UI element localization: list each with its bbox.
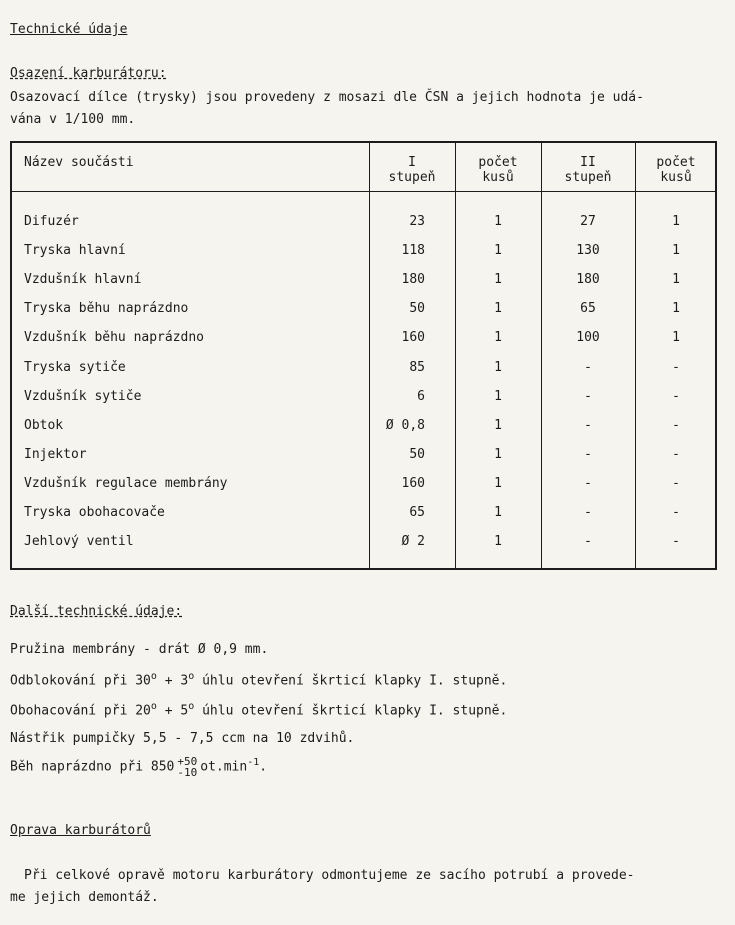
spec-line-2: Odblokování při $30^o + 3^o$ úhlu otevření škrticí klapky I. stupně. xyxy=(10,671,508,689)
row-count2-value: 1 xyxy=(672,214,680,229)
section-title-dalsi: Další technické údaje: xyxy=(10,604,183,619)
row-count1-value: 1 xyxy=(494,214,502,229)
row-stage1-value: Ø 0,8 xyxy=(385,417,425,433)
row-count2-value: - xyxy=(672,534,680,550)
row-count1-value: 1 xyxy=(494,243,502,259)
row-stage1-value: 160 xyxy=(401,330,425,346)
row-stage1-value: 65 xyxy=(409,505,425,520)
row-count1-value: 1 xyxy=(494,330,502,346)
row-stage2-value: - xyxy=(584,388,592,404)
row-stage2-value: - xyxy=(584,475,592,491)
spec-line-1: Pružina membrány - drát Ø 0,9 mm. xyxy=(10,642,269,657)
row-count2-value: - xyxy=(672,446,680,462)
row-stage2-value: - xyxy=(584,359,592,375)
row-count1-value: 1 xyxy=(494,475,502,491)
row-stage1-value: Ø 2 xyxy=(401,534,425,550)
row-stage2-value: - xyxy=(584,505,592,520)
row-stage1-value: 50 xyxy=(409,446,425,462)
jets-table xyxy=(10,141,717,570)
paragraph-line-2: vána v 1/100 mm. xyxy=(10,112,136,127)
row-count2-value: 1 xyxy=(672,243,680,259)
row-count1-value: 1 xyxy=(494,388,502,404)
row-name: Tryska sytiče xyxy=(24,359,126,375)
row-stage2-value: 130 xyxy=(576,243,600,259)
row-name: Vzdušník běhu naprázdno xyxy=(24,330,205,346)
row-name: Tryska obohacovače xyxy=(24,505,165,520)
row-name: Tryska hlavní xyxy=(24,243,126,259)
row-count2-value: 1 xyxy=(672,272,680,288)
row-stage1-value: 160 xyxy=(401,475,425,491)
spec-line-4: Nástřik pumpičky 5,5 - 7,5 ccm na 10 zdvihů. xyxy=(10,731,355,746)
paragraph-line-1: Osazovací dílce (trysky) jsou provedeny z mosazi dle ČSN a jejich hodnota je udá- xyxy=(10,90,644,105)
header-stage1: I stupeň xyxy=(388,155,436,185)
row-name: Tryska běhu naprázdno xyxy=(24,301,189,317)
row-stage2-value: 65 xyxy=(580,301,596,317)
row-count2-value: - xyxy=(672,475,680,491)
header-stage2: II stupeň xyxy=(564,155,612,185)
row-count2-value: - xyxy=(672,505,680,520)
row-name: Difuzér xyxy=(24,214,79,229)
row-count1-value: 1 xyxy=(494,505,502,520)
row-stage1-value: 50 xyxy=(409,301,425,317)
row-stage1-value: 118 xyxy=(401,243,425,259)
row-count1-value: 1 xyxy=(494,272,502,288)
row-count1-value: 1 xyxy=(494,417,502,433)
row-stage1-value: 23 xyxy=(409,214,425,229)
row-count1-value: 1 xyxy=(494,446,502,462)
row-count2-value: - xyxy=(672,359,680,375)
repair-line-2: me jejich demontáž. xyxy=(10,890,159,905)
row-stage2-value: 180 xyxy=(576,272,600,288)
row-name: Vzdušník hlavní xyxy=(24,272,142,288)
row-count1-value: 1 xyxy=(494,359,502,375)
row-name: Vzdušník regulace membrány xyxy=(24,475,228,491)
row-count1-value: 1 xyxy=(494,301,502,317)
page-heading: Technické údaje xyxy=(10,22,128,37)
section-title-osazeni: Osazení karburátoru: xyxy=(10,66,167,81)
row-stage1-value: 6 xyxy=(417,388,425,404)
row-stage2-value: 100 xyxy=(576,330,600,346)
row-name: Jehlový ventil xyxy=(24,534,134,550)
row-count2-value: 1 xyxy=(672,330,680,346)
spec-line-3: Obohacování při $20^o + 5^o$ úhlu otevření škrticí klapky I. stupně. xyxy=(10,701,508,719)
row-count2-value: - xyxy=(672,417,680,433)
header-count1: počet kusů xyxy=(478,155,518,185)
row-name: Injektor xyxy=(24,446,87,462)
spec-line-5: Běh naprázdno při 850 +50 -10 $ot.\min^{-1}$. xyxy=(10,755,268,779)
row-stage2-value: - xyxy=(584,534,592,550)
row-stage1-value: 85 xyxy=(409,359,425,375)
header-name: Název součásti xyxy=(24,155,134,170)
row-count1-value: 1 xyxy=(494,534,502,550)
row-name: Vzdušník sytiče xyxy=(24,388,142,404)
header-count2: počet kusů xyxy=(656,155,696,185)
row-count2-value: 1 xyxy=(672,301,680,317)
row-stage2-value: - xyxy=(584,446,592,462)
section-title-oprava: Oprava karburátorů xyxy=(10,823,151,838)
row-stage1-value: 180 xyxy=(401,272,425,288)
row-count2-value: - xyxy=(672,388,680,404)
row-name: Obtok xyxy=(24,417,64,433)
repair-line-1: Při celkové opravě motoru karburátory odmontujeme ze sacího potrubí a provede- xyxy=(24,868,635,883)
row-stage2-value: 27 xyxy=(580,214,596,229)
row-stage2-value: - xyxy=(584,417,592,433)
